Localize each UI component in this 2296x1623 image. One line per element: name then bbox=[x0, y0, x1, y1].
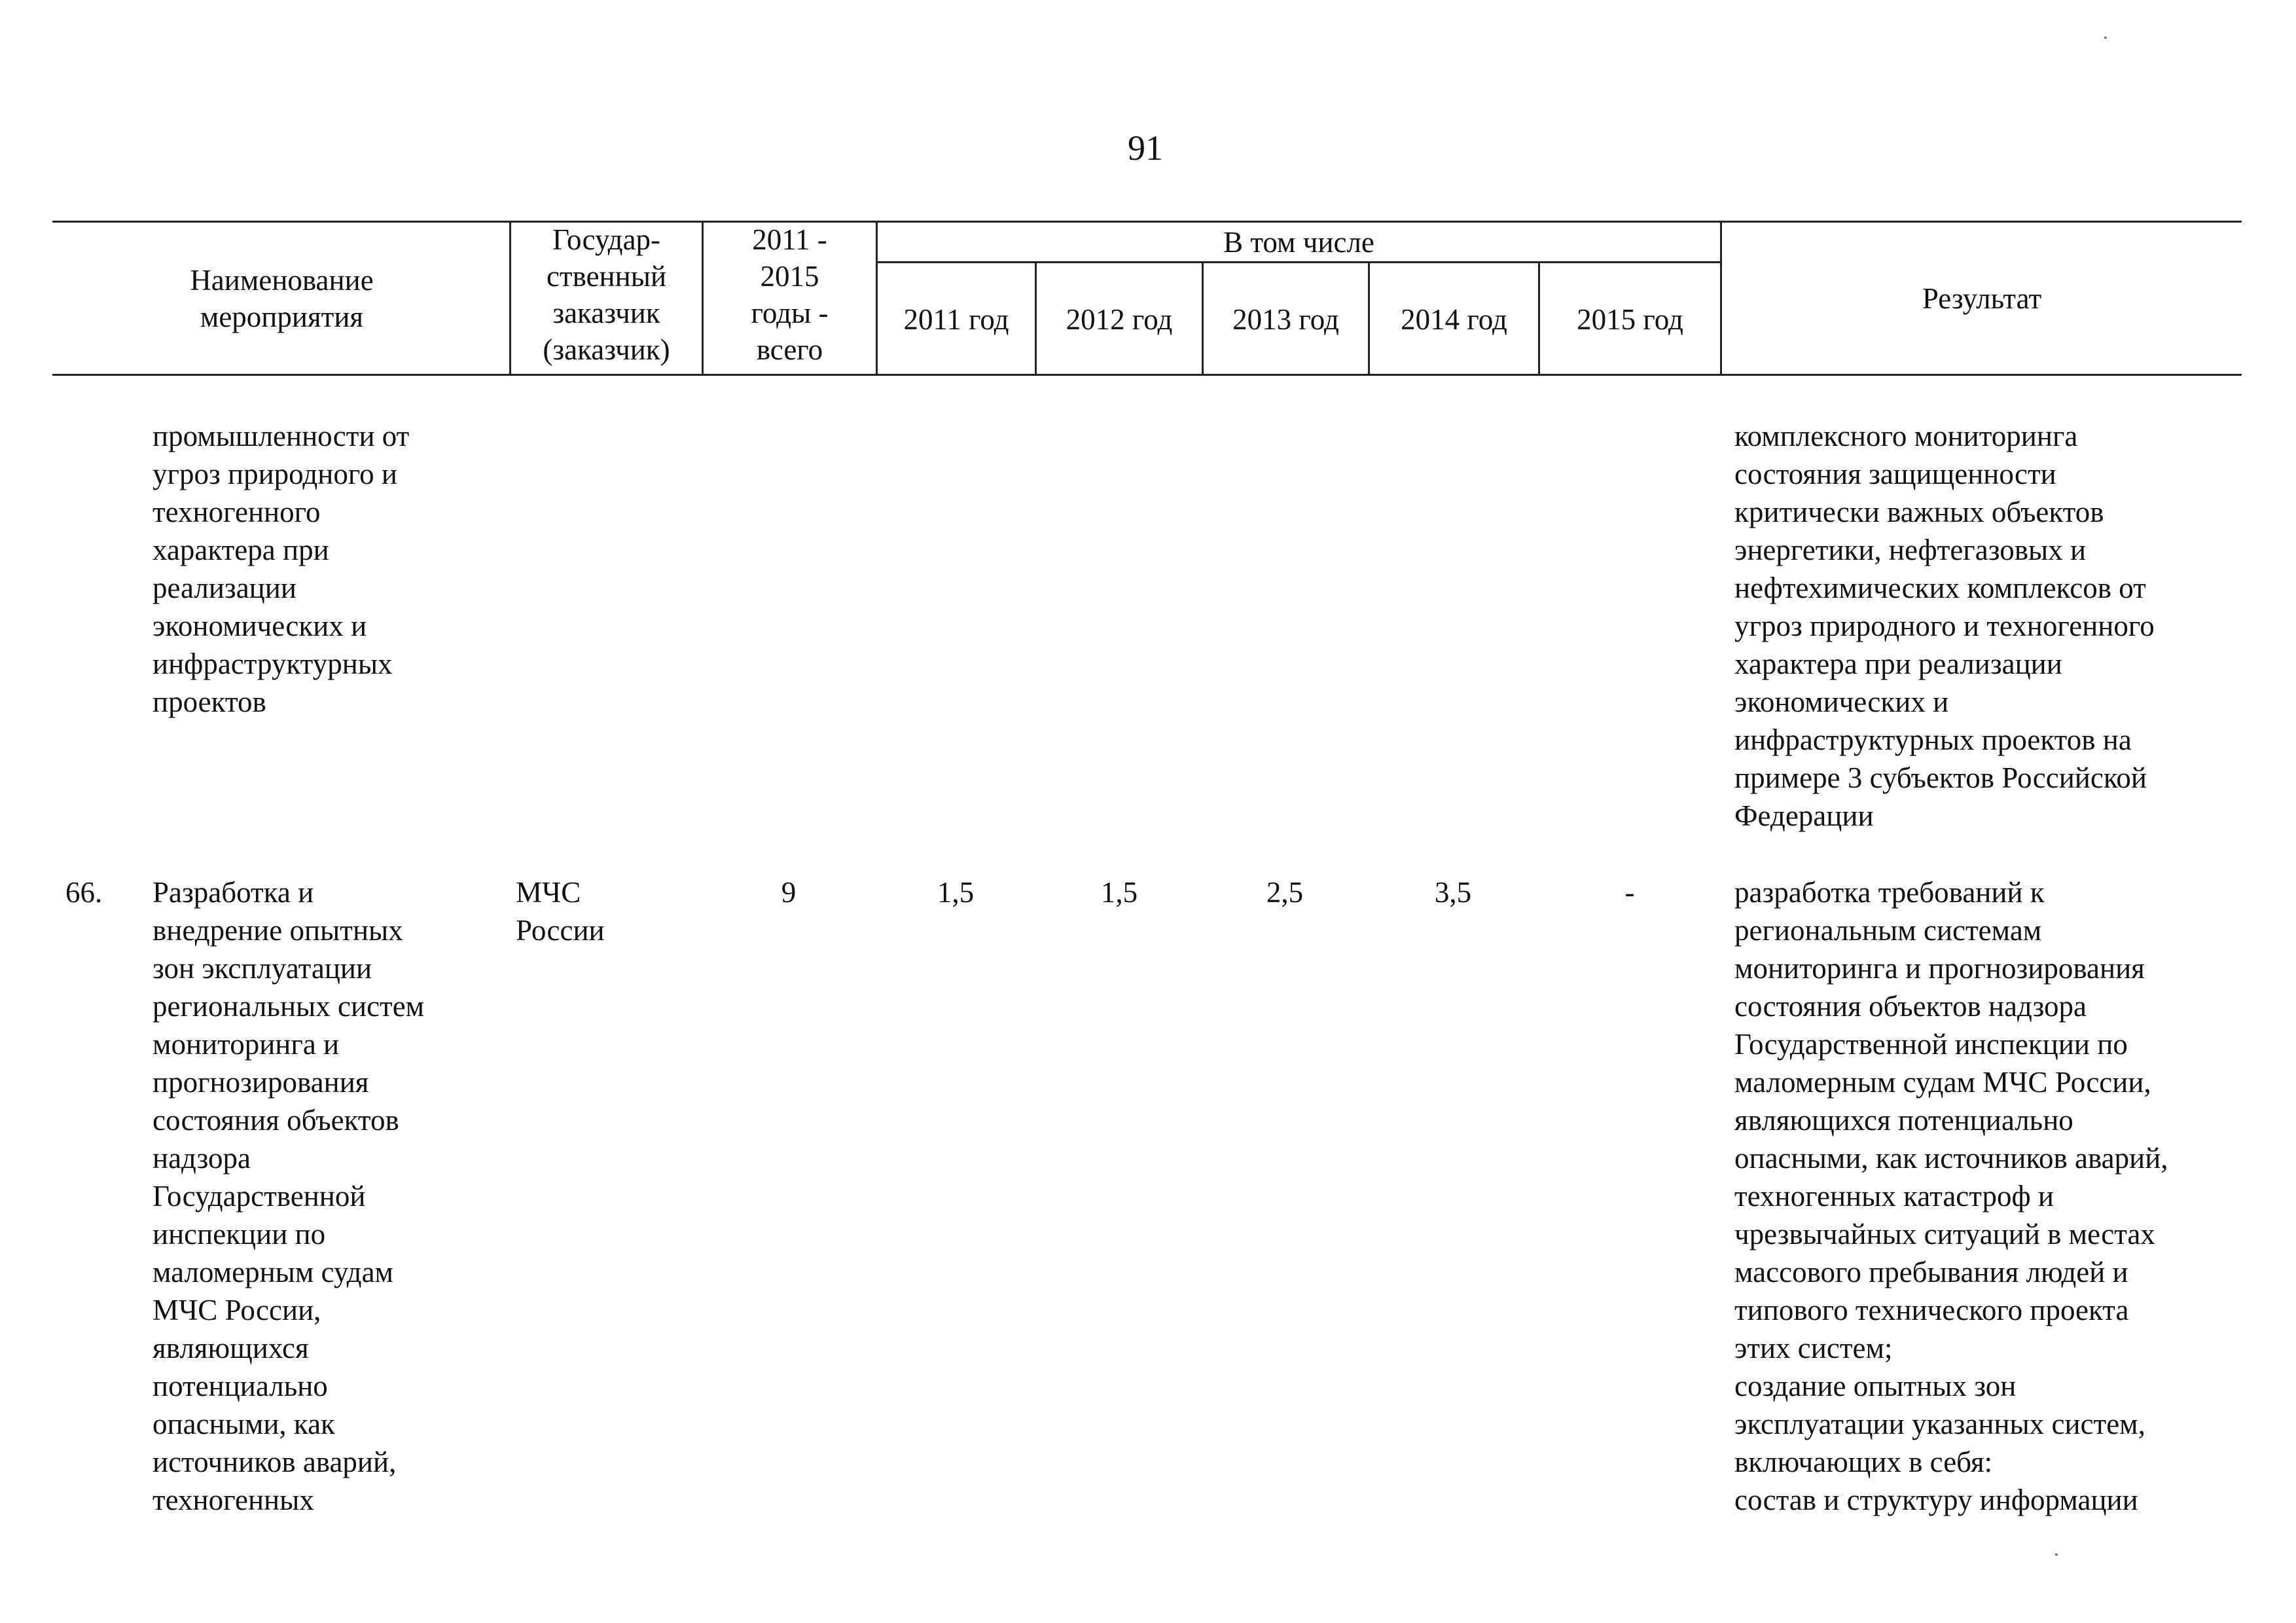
header-result: Результат bbox=[1922, 282, 2042, 315]
row-2-year-2015: - bbox=[1624, 876, 1635, 909]
row-2-year-2012: 1,5 bbox=[1100, 876, 1138, 909]
row-2-result: разработка требований к региональным системам мониторинга и прогнозирования состояния объектов надзора Государственной инспекции по маломерным судам МЧС России, являющихся потенциально опасными, как источников аварий, техногенных катастроф и чрезвычайных ситуаций в местах массового пребывания людей и типового технического проекта этих систем; создание опытных зон эксплуатации указанных систем, включающих в себя: состав и структуру информации bbox=[1734, 876, 2168, 1516]
header-top-rule bbox=[52, 221, 2242, 223]
header-total: 2011 - 2015 годы - всего bbox=[751, 223, 829, 366]
row-1-name: промышленности от угроз природного и техногенного характера при реализации экономических и инфраструктурных проектов bbox=[152, 420, 410, 718]
row-2-customer: МЧС России bbox=[516, 876, 605, 947]
header-bottom-rule bbox=[52, 374, 2242, 376]
row-1-result: комплексного мониторинга состояния защищенности критически важных объектов энергетики, нефтегазовых и нефтехимических комплексов от угроз природного и техногенного характера при реализации экономических и инфраструктурных проектов на примере 3 субъектов Российской Федерации bbox=[1734, 420, 2155, 832]
including-divider-rule bbox=[876, 261, 1720, 263]
row-2-year-2013: 2,5 bbox=[1266, 876, 1304, 909]
row-2-number: 66. bbox=[65, 876, 103, 909]
header-including: В том числе bbox=[1223, 226, 1374, 259]
scan-speck bbox=[2055, 1554, 2058, 1556]
header-year-2014: 2014 год bbox=[1401, 303, 1507, 336]
header-name: Наименование мероприятия bbox=[190, 264, 374, 333]
header-year-2011: 2011 год bbox=[903, 303, 1009, 336]
row-2-name: Разработка и внедрение опытных зон эксплуатации региональных систем мониторинга и прогнозирования состояния объектов надзора Государственной инспекции по маломерным судам МЧС России, являющихся потенциально опасными, как источников аварий, техногенных bbox=[152, 876, 425, 1516]
row-2-year-2014: 3,5 bbox=[1434, 876, 1472, 909]
row-2-total: 9 bbox=[781, 876, 797, 909]
scan-speck bbox=[2104, 37, 2107, 39]
header-year-2015: 2015 год bbox=[1577, 303, 1683, 336]
header-year-2012: 2012 год bbox=[1066, 303, 1173, 336]
header-year-2013: 2013 год bbox=[1232, 303, 1339, 336]
row-2-year-2011: 1,5 bbox=[937, 876, 975, 909]
header-customer: Государ- ственный заказчик (заказчик) bbox=[543, 223, 670, 366]
page-number: 91 bbox=[1128, 128, 1163, 168]
